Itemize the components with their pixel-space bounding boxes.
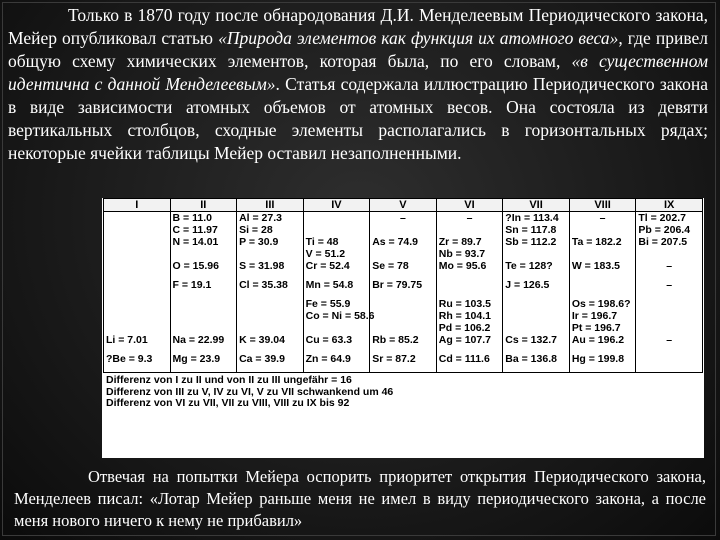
table-cell xyxy=(503,236,570,260)
element-entry: Na = 22.99 xyxy=(172,334,225,346)
table-cell xyxy=(237,298,304,334)
intro-text-3: . Статья содержала иллюстрацию Периодического закона в виде зависимости атомных объемов от атомных весов. Она состояла из девяти вертикальных столбцов, сходные элементы располагались в горизонтальных рядах; некоторые ячейки таблицы Мейер оставил незаполненными. xyxy=(8,74,708,163)
table-cell xyxy=(303,334,370,353)
table-cell xyxy=(104,212,171,237)
table-row xyxy=(104,260,703,279)
element-entry: C = 11.97 xyxy=(172,224,218,236)
difference-line: Differenz von VI zu VII, VII zu VIII, VIII zu IX bis 92 xyxy=(106,397,350,409)
element-entry: Zr = 89.7 xyxy=(438,236,482,248)
element-entry: P = 30.9 xyxy=(239,236,279,248)
table-cell xyxy=(170,212,237,237)
table-cell xyxy=(370,353,437,373)
table-cell xyxy=(636,236,703,260)
element-entry: F = 19.1 xyxy=(172,279,212,291)
element-entry: – xyxy=(466,212,473,224)
table-cell xyxy=(104,334,171,353)
table-cell xyxy=(170,236,237,260)
element-entry: Nb = 93.7 xyxy=(438,248,486,260)
table-row xyxy=(104,212,703,237)
element-entry: Sb = 112.2 xyxy=(505,236,557,248)
table-cell xyxy=(636,212,703,237)
element-entry: Cd = 111.6 xyxy=(438,353,490,365)
element-entry: V = 51.2 xyxy=(305,248,346,260)
element-entry: Br = 79.75 xyxy=(372,279,423,291)
table-cell xyxy=(170,279,237,298)
column-header: II xyxy=(170,199,237,212)
table-cell xyxy=(370,260,437,279)
table-cell xyxy=(569,334,636,353)
table-cell xyxy=(436,236,503,260)
table-row xyxy=(104,298,703,334)
column-header: III xyxy=(237,199,304,212)
table-header-row xyxy=(104,199,703,212)
element-entry: Co = Ni = 58.6 xyxy=(305,310,375,322)
element-entry: – xyxy=(599,212,606,224)
table-cell xyxy=(303,260,370,279)
table-cell xyxy=(636,298,703,334)
intro-paragraph xyxy=(8,4,708,165)
element-entry: J = 126.5 xyxy=(505,279,550,291)
element-entry: S = 31.98 xyxy=(239,260,285,272)
element-entry: – xyxy=(666,279,673,291)
table-cell xyxy=(237,260,304,279)
table-cell xyxy=(503,212,570,237)
element-entry: Cu = 63.3 xyxy=(305,334,353,346)
intro-text-2: , где привел общую схему химических элементов, которая была, по его словам, xyxy=(8,28,708,71)
table-cell xyxy=(170,298,237,334)
intro-text-1: Только в 1870 году после обнародования Д.И. Менделеевым Периодического закона, Мейер опубликовал статью xyxy=(8,5,708,48)
element-entry: Mn = 54.8 xyxy=(305,279,354,291)
table-cell xyxy=(503,298,570,334)
element-entry: Cr = 52.4 xyxy=(305,260,350,272)
table-cell xyxy=(237,236,304,260)
table-cell xyxy=(569,260,636,279)
table-cell xyxy=(569,353,636,373)
element-entry: ?In = 113.4 xyxy=(505,212,559,224)
meyer-periodic-table-image xyxy=(102,198,704,458)
table-cell xyxy=(303,212,370,237)
table-cell xyxy=(237,212,304,237)
element-entry: Ag = 107.7 xyxy=(438,334,491,346)
element-entry: B = 11.0 xyxy=(172,212,212,224)
element-entry: Zn = 64.9 xyxy=(305,353,351,365)
table-cell xyxy=(569,212,636,237)
meyer-quote: «в существенном идентична с данной Менделеевым» xyxy=(8,51,708,94)
table-cell xyxy=(104,298,171,334)
element-entry: Cl = 35.38 xyxy=(239,279,288,291)
closing-paragraph xyxy=(14,466,706,532)
table-cell xyxy=(436,298,503,334)
element-entry: Bi = 207.5 xyxy=(638,236,688,248)
table-cell xyxy=(370,212,437,237)
difference-line: Differenz von III zu V, IV zu VI, V zu VII schwankend um 46 xyxy=(106,385,394,398)
table-cell xyxy=(636,334,703,353)
table-row xyxy=(104,353,703,373)
article-title-quote: «Природа элементов как функция их атомного веса» xyxy=(218,28,619,48)
closing-text: Отвечая на попытки Мейера оспорить приоритет открытия Периодического закона, Менделеев писал: «Лотар Мейер раньше меня не имел в виду периодического закона, а после меня нового ничего к нему не прибавил» xyxy=(14,467,706,530)
table-cell xyxy=(569,236,636,260)
element-entry: Se = 78 xyxy=(372,260,409,272)
table-row xyxy=(104,236,703,260)
element-entry: Ta = 182.2 xyxy=(571,236,622,248)
element-entry: Tl = 202.7 xyxy=(638,212,686,224)
element-entry: Cs = 132.7 xyxy=(505,334,557,346)
meyer-periodic-table xyxy=(103,198,703,373)
table-cell xyxy=(569,298,636,334)
table-cell xyxy=(303,279,370,298)
table-cell xyxy=(636,279,703,298)
element-entry: K = 39.04 xyxy=(239,334,285,346)
table-cell xyxy=(370,334,437,353)
table-cell xyxy=(503,279,570,298)
column-header: IX xyxy=(636,199,703,212)
table-cell xyxy=(237,279,304,298)
element-entry: Al = 27.3 xyxy=(239,212,282,224)
table-cell xyxy=(104,260,171,279)
element-entry: – xyxy=(400,212,406,224)
table-cell xyxy=(303,298,375,334)
element-entry: Ti = 48 xyxy=(305,236,339,248)
table-cell xyxy=(370,236,437,260)
column-header: VII xyxy=(503,199,570,212)
element-entry: N = 14.01 xyxy=(172,236,219,248)
element-entry: O = 15.96 xyxy=(172,260,219,272)
table-cell xyxy=(303,353,370,373)
element-entry: Hg = 199.8 xyxy=(571,353,625,365)
element-entry: Ba = 136.8 xyxy=(505,353,557,365)
table-cell xyxy=(569,279,636,298)
table-row xyxy=(104,279,703,298)
element-entry: – xyxy=(666,334,673,346)
table-cell xyxy=(503,260,570,279)
element-entry: Te = 128? xyxy=(505,260,553,272)
table-cell xyxy=(104,353,171,373)
table-cell xyxy=(436,353,503,373)
element-entry: Sr = 87.2 xyxy=(372,353,416,365)
element-entry: Ru = 103.5 xyxy=(438,298,491,310)
element-entry: Rb = 85.2 xyxy=(372,334,419,346)
table-cell xyxy=(436,260,503,279)
element-entry: Fe = 55.9 xyxy=(305,298,351,310)
table-cell xyxy=(436,334,503,353)
table-cell xyxy=(370,279,437,298)
table-cell xyxy=(503,353,570,373)
element-entry: Ca = 39.9 xyxy=(239,353,285,365)
difference-notes xyxy=(102,373,704,410)
table-cell xyxy=(170,353,237,373)
element-entry: Si = 28 xyxy=(239,224,273,236)
element-entry: – xyxy=(666,260,673,272)
element-entry: Pd = 106.2 xyxy=(438,322,491,334)
column-header: I xyxy=(104,199,171,212)
table-cell xyxy=(503,334,570,353)
column-header: IV xyxy=(303,199,370,212)
table-body xyxy=(104,212,703,373)
element-entry: Ir = 196.7 xyxy=(571,310,618,322)
element-entry: ?Be = 9.3 xyxy=(106,353,153,365)
element-entry: Au = 196.2 xyxy=(571,334,625,346)
element-entry: Mg = 23.9 xyxy=(172,353,221,365)
table-cell xyxy=(170,334,237,353)
table-cell xyxy=(237,353,304,373)
difference-line: Differenz von I zu II und von II zu III ungefähr = 16 xyxy=(106,374,352,386)
element-entry: Mo = 95.6 xyxy=(438,260,487,272)
element-entry: Pb = 206.4 xyxy=(638,224,691,236)
table-cell xyxy=(370,298,437,334)
table-cell xyxy=(436,279,503,298)
element-entry: As = 74.9 xyxy=(372,236,419,248)
table-cell xyxy=(436,212,503,237)
table-cell xyxy=(170,260,237,279)
table-cell xyxy=(636,353,703,373)
table-cell xyxy=(104,236,171,260)
column-header: V xyxy=(370,199,437,212)
element-entry: Os = 198.6? xyxy=(571,298,631,310)
table-cell xyxy=(104,279,171,298)
column-header: VI xyxy=(436,199,503,212)
table-cell xyxy=(237,334,304,353)
table-cell xyxy=(636,260,703,279)
element-entry: Sn = 117.8 xyxy=(505,224,557,236)
element-entry: Pt = 196.7 xyxy=(571,322,621,334)
element-entry: Li = 7.01 xyxy=(106,334,148,346)
element-entry: W = 183.5 xyxy=(571,260,620,272)
element-entry: Rh = 104.1 xyxy=(438,310,491,322)
table-row xyxy=(104,334,703,353)
table-cell xyxy=(303,236,370,260)
column-header: VIII xyxy=(569,199,636,212)
